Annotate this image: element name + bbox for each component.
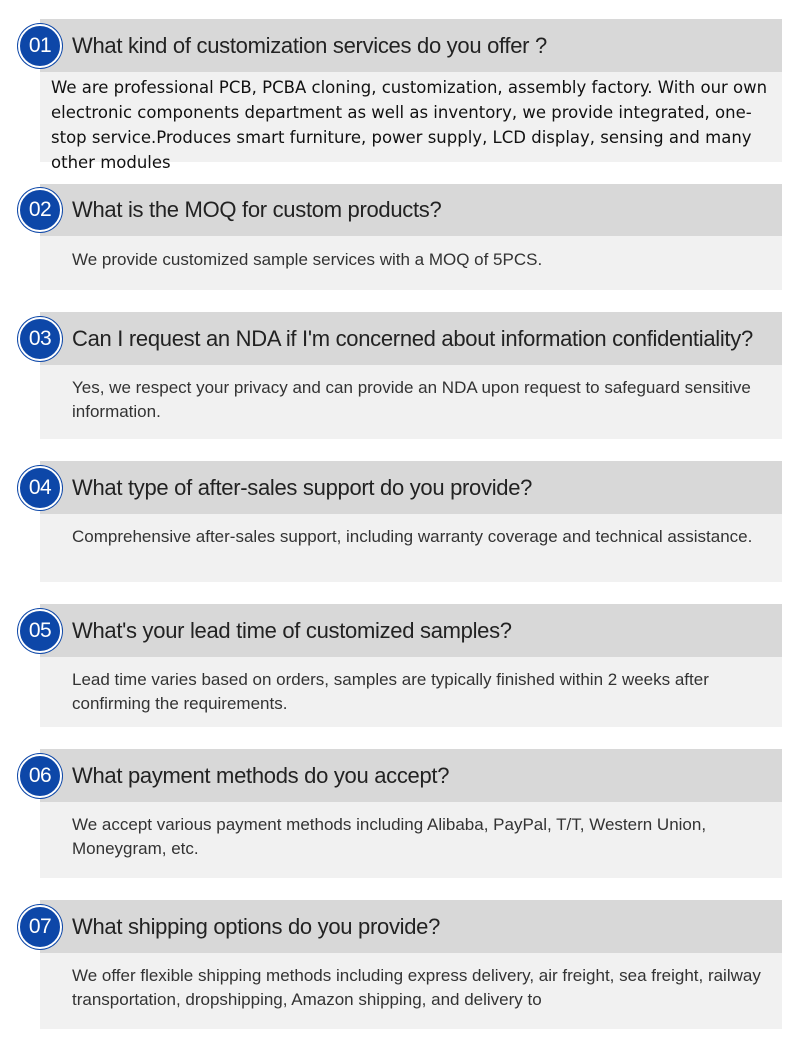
number-badge: 03 [18, 317, 62, 361]
question-text: What shipping options do you provide? [72, 913, 441, 939]
number-badge: 04 [18, 466, 62, 510]
answer-text: Yes, we respect your privacy and can provide an NDA upon request to safeguard sensitive information. [72, 378, 751, 421]
question-text: Can I request an NDA if I'm concerned about information confidentiality? [72, 325, 753, 351]
number-badge: 05 [18, 609, 62, 653]
question-text: What payment methods do you accept? [72, 762, 450, 788]
question-bar [40, 312, 782, 365]
answer-box [40, 514, 782, 582]
answer-text: We accept various payment methods including Alibaba, PayPal, T/T, Western Union, Moneygram, etc. [72, 815, 707, 858]
answer-box [40, 802, 782, 878]
answer-text: Lead time varies based on orders, samples are typically finished within 2 weeks after confirming the requirements. [72, 670, 709, 713]
answer-text: We are professional PCB, PCBA cloning, customization, assembly factory. With our own electronic components department as well as inventory, we provide integrated, one-stop service.Produces smart furniture, power supply, LCD display, sensing and many other modules [51, 78, 768, 172]
answer-text: Comprehensive after-sales support, including warranty coverage and technical assistance. [72, 527, 753, 546]
answer-box [40, 657, 782, 727]
question-bar [40, 749, 782, 802]
number-badge: 07 [18, 905, 62, 949]
answer-box [40, 236, 782, 290]
number-badge: 06 [18, 754, 62, 798]
question-bar [40, 900, 782, 953]
number-badge: 01 [18, 24, 62, 68]
question-bar [40, 604, 782, 657]
answer-box [40, 953, 782, 1029]
question-bar [40, 184, 782, 236]
number-badge: 02 [18, 188, 62, 232]
answer-text: We offer flexible shipping methods including express delivery, air freight, sea freight, railway transportation, dropshipping, Amazon shipping, and delivery to [72, 966, 761, 1009]
question-text: What is the MOQ for custom products? [72, 197, 442, 222]
question-bar [40, 461, 782, 514]
answer-box [40, 365, 782, 439]
answer-text: We provide customized sample services with a MOQ of 5PCS. [72, 250, 543, 269]
question-text: What kind of customization services do you offer ? [72, 32, 547, 58]
question-bar [40, 19, 782, 72]
answer-box [40, 72, 782, 172]
question-text: What's your lead time of customized samples? [72, 617, 512, 643]
question-text: What type of after-sales support do you provide? [72, 474, 533, 500]
